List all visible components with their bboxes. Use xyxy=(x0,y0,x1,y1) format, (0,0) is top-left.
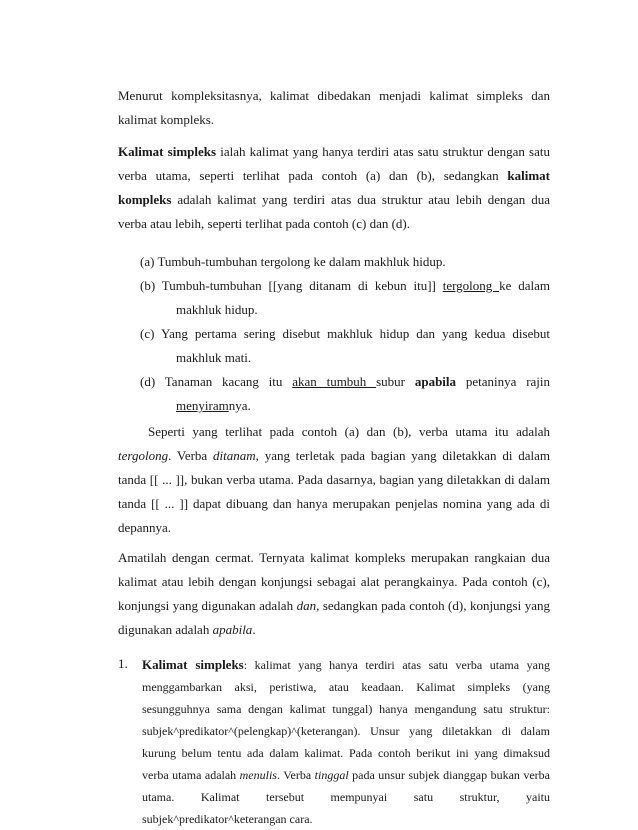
example-text: Yang pertama sering disebut makhluk hidup dan yang kedua disebut makhluk mati. xyxy=(160,326,550,365)
paragraph-definition xyxy=(118,140,550,236)
example-list xyxy=(140,250,550,418)
italic-term: apabila xyxy=(212,622,253,637)
example-label: (d) xyxy=(140,374,156,389)
italic-term: ditanam xyxy=(213,448,256,463)
explanation-text: , yang terletak pada bagian yang diletakkan di dalam tanda [[ ... ]], bukan verba utama. Pada dasarnya, bagian yang diletakkan di dalam tanda [[ ... ]] dapat dibuang dan hanya merupakan penjelas nomina yang ada di depannya. xyxy=(118,448,550,535)
italic-term: menulis xyxy=(239,768,277,782)
underlined-verb: tergolong xyxy=(442,278,500,293)
example-c xyxy=(140,322,550,370)
example-a xyxy=(140,250,550,274)
example-d xyxy=(140,370,550,418)
example-label: (b) xyxy=(140,278,156,293)
example-text: subur xyxy=(376,374,415,389)
item-number: 1. xyxy=(118,656,128,671)
italic-term: dan xyxy=(296,598,317,613)
conjunction-text: . xyxy=(252,622,256,637)
conjunction-text: , sedangkan pada contoh (d), konjungsi yang digunakan adalah xyxy=(118,598,550,637)
underlined-verb: menyiram xyxy=(176,398,229,413)
explanation-text: . Verba xyxy=(168,448,214,463)
underlined-verb: akan tumbuh xyxy=(292,374,377,389)
example-text: Tumbuh-tumbuhan [[yang ditanam di kebun itu]] xyxy=(161,278,443,293)
item-text-2: . Verba xyxy=(276,768,315,782)
definition-text-2: adalah kalimat yang terdiri atas dua struktur atau lebih dengan dua verba atau lebih, seperti terlihat pada contoh (c) dan (d). xyxy=(118,192,550,231)
example-text: ke dalam makhluk hidup. xyxy=(176,278,550,317)
bold-conjunction: apabila xyxy=(414,374,457,389)
example-text: Tanaman kacang itu xyxy=(164,374,293,389)
example-label: (a) xyxy=(140,254,155,269)
item-text-3: pada unsur subjek dianggap bukan verba utama. Kalimat tersebut mempunyai satu struktur, yaitu subjek^predikator^keterangan cara. xyxy=(142,768,550,826)
example-b xyxy=(140,274,550,322)
example-text: nya. xyxy=(228,398,251,413)
example-label: (c) xyxy=(140,326,155,341)
conjunction-text: Amatilah dengan cermat. Ternyata kalimat kompleks merupakan rangkaian dua kalimat atau lebih dengan konjungsi sebagai alat perangkainya. Pada contoh (c), konjungsi yang digunakan adalah xyxy=(118,550,550,613)
example-text: petaninya rajin xyxy=(456,374,551,389)
term-kalimat-kompleks: kalimat kompleks xyxy=(118,168,550,207)
item-text xyxy=(142,654,550,830)
definition-text-1: ialah kalimat yang hanya terdiri atas satu struktur dengan satu verba utama, seperti terlihat pada contoh (a) dan (b), sedangkan xyxy=(118,144,550,183)
example-text: Tumbuh-tumbuhan tergolong ke dalam makhluk hidup. xyxy=(157,254,446,269)
term-kalimat-simpleks: Kalimat simpleks xyxy=(142,657,244,672)
italic-term: tinggal xyxy=(314,768,349,782)
paragraph-conjunction xyxy=(118,546,550,642)
paragraph-explanation xyxy=(118,420,550,540)
paragraph-intro: Menurut kompleksitasnya, kalimat dibedakan menjadi kalimat simpleks dan kalimat kompleks. xyxy=(118,88,550,127)
item-text-1: : kalimat yang hanya terdiri atas satu verba utama yang menggambarkan aksi, peristiwa, atau keadaan. Kalimat simpleks (yang sesungguhnya sama dengan kalimat tunggal) hanya mengandung satu struktur: subjek^predikator^(pelengkap)^(keterangan). Unsur yang diletakkan di dalam kurung belum tentu ada dalam kalimat. Pada contoh berikut ini yang dimaksud verba utama adalah xyxy=(142,658,550,782)
term-kalimat-simpleks: Kalimat simpleks xyxy=(118,144,217,159)
document-body xyxy=(118,84,550,830)
numbered-item-1 xyxy=(118,654,550,830)
italic-term: tergolong xyxy=(118,448,169,463)
explanation-text: Seperti yang terlihat pada contoh (a) dan (b), verba utama itu adalah xyxy=(148,424,550,439)
